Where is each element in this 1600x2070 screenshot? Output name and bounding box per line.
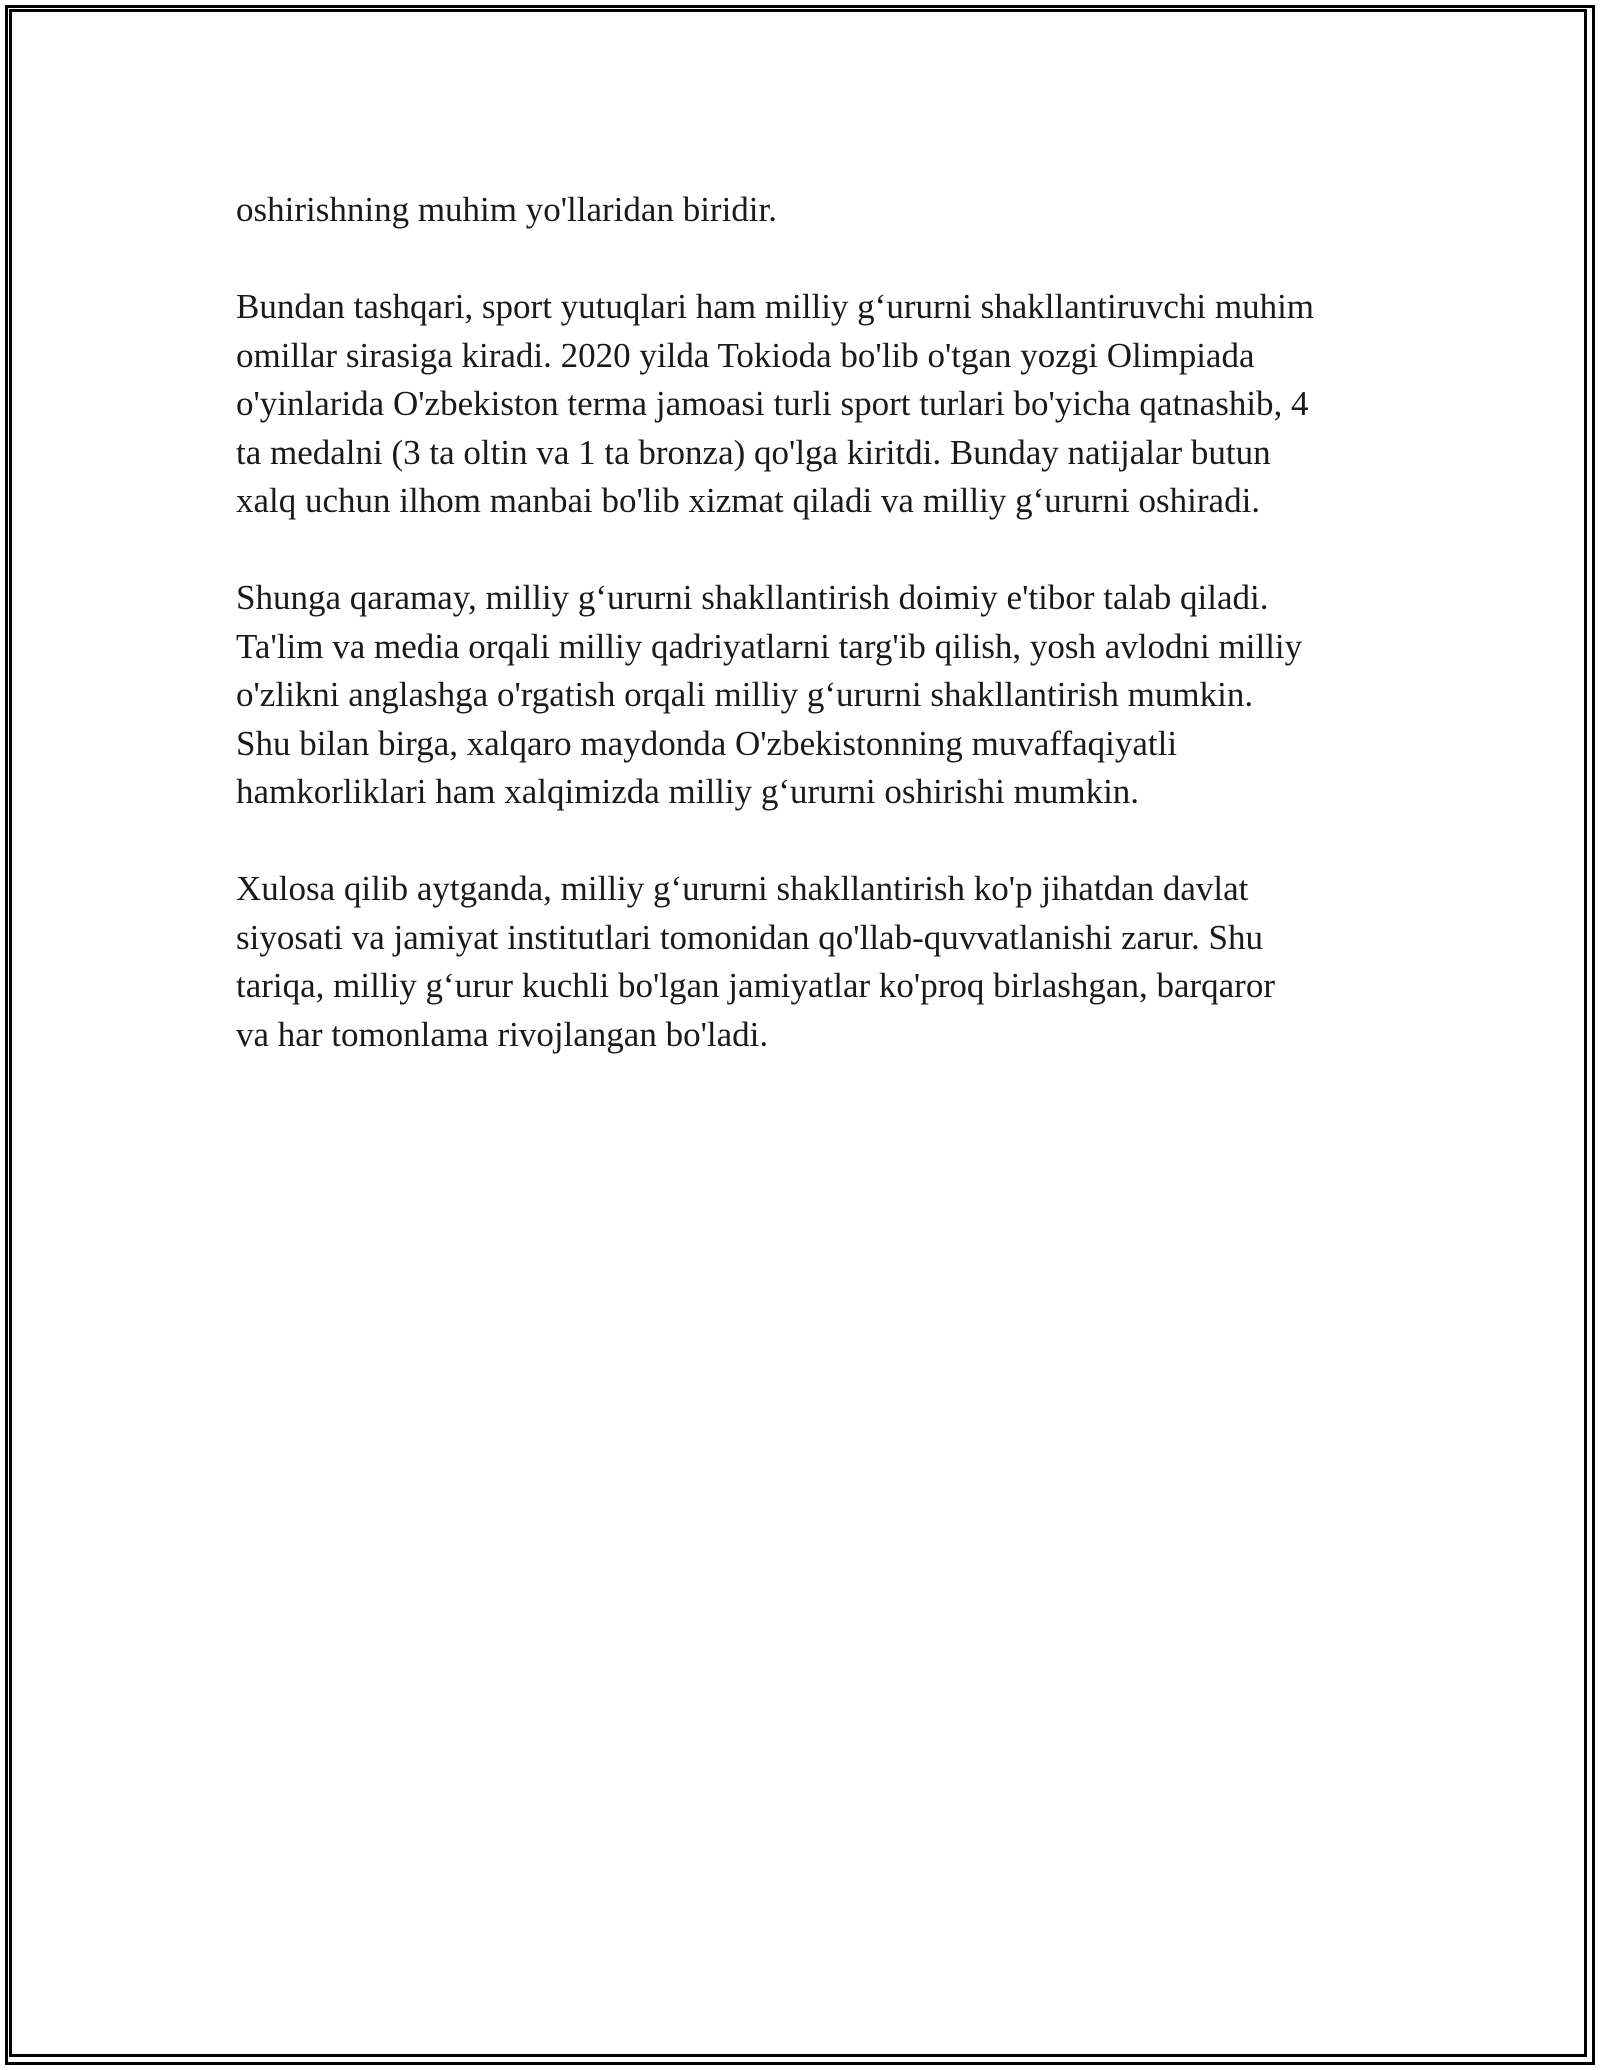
paragraph-2: Bundan tashqari, sport yutuqlari ham milliy g‘ururni shakllantiruvchi muhim omillar sirasiga kiradi. 2020 yilda Tokioda bo'lib o'tgan yozgi Olimpiada o'yinlarida O'zbekiston terma jamoasi turli sport turlari bo'yicha qatnashib, 4 ta medalni (3 ta oltin va 1 ta bronza) qo'lga kiritdi. Bunday natijalar butun xalq uchun ilhom manbai bo'lib xizmat qiladi va milliy g‘ururni oshiradi. (236, 287, 1315, 520)
paragraph-1: oshirishning muhim yo'llaridan biridir. (236, 190, 777, 229)
page-body (236, 186, 1376, 1108)
paragraph-4: Xulosa qilib aytganda, milliy g‘ururni shakllantirish ko'p jihatdan davlat siyosati va jamiyat institutlari tomonidan qo'llab-quvvatlanishi zarur. Shu tariqa, milliy g‘urur kuchli bo'lgan jamiyatlar ko'proq birlashgan, barqaror va har tomonlama rivojlangan bo'ladi. (236, 869, 1275, 1054)
paragraph-3: Shunga qaramay, milliy g‘ururni shakllantirish doimiy e'tibor talab qiladi. Ta'lim va media orqali milliy qadriyatlarni targ'ib qilish, yosh avlodni milliy o'zlikni anglashga o'rgatish orqali milliy g‘ururni shakllantirish mumkin. Shu bilan birga, xalqaro maydonda O'zbekistonning muvaffaqiyatli hamkorliklari ham xalqimizda milliy g‘ururni oshirishi mumkin. (236, 578, 1303, 811)
